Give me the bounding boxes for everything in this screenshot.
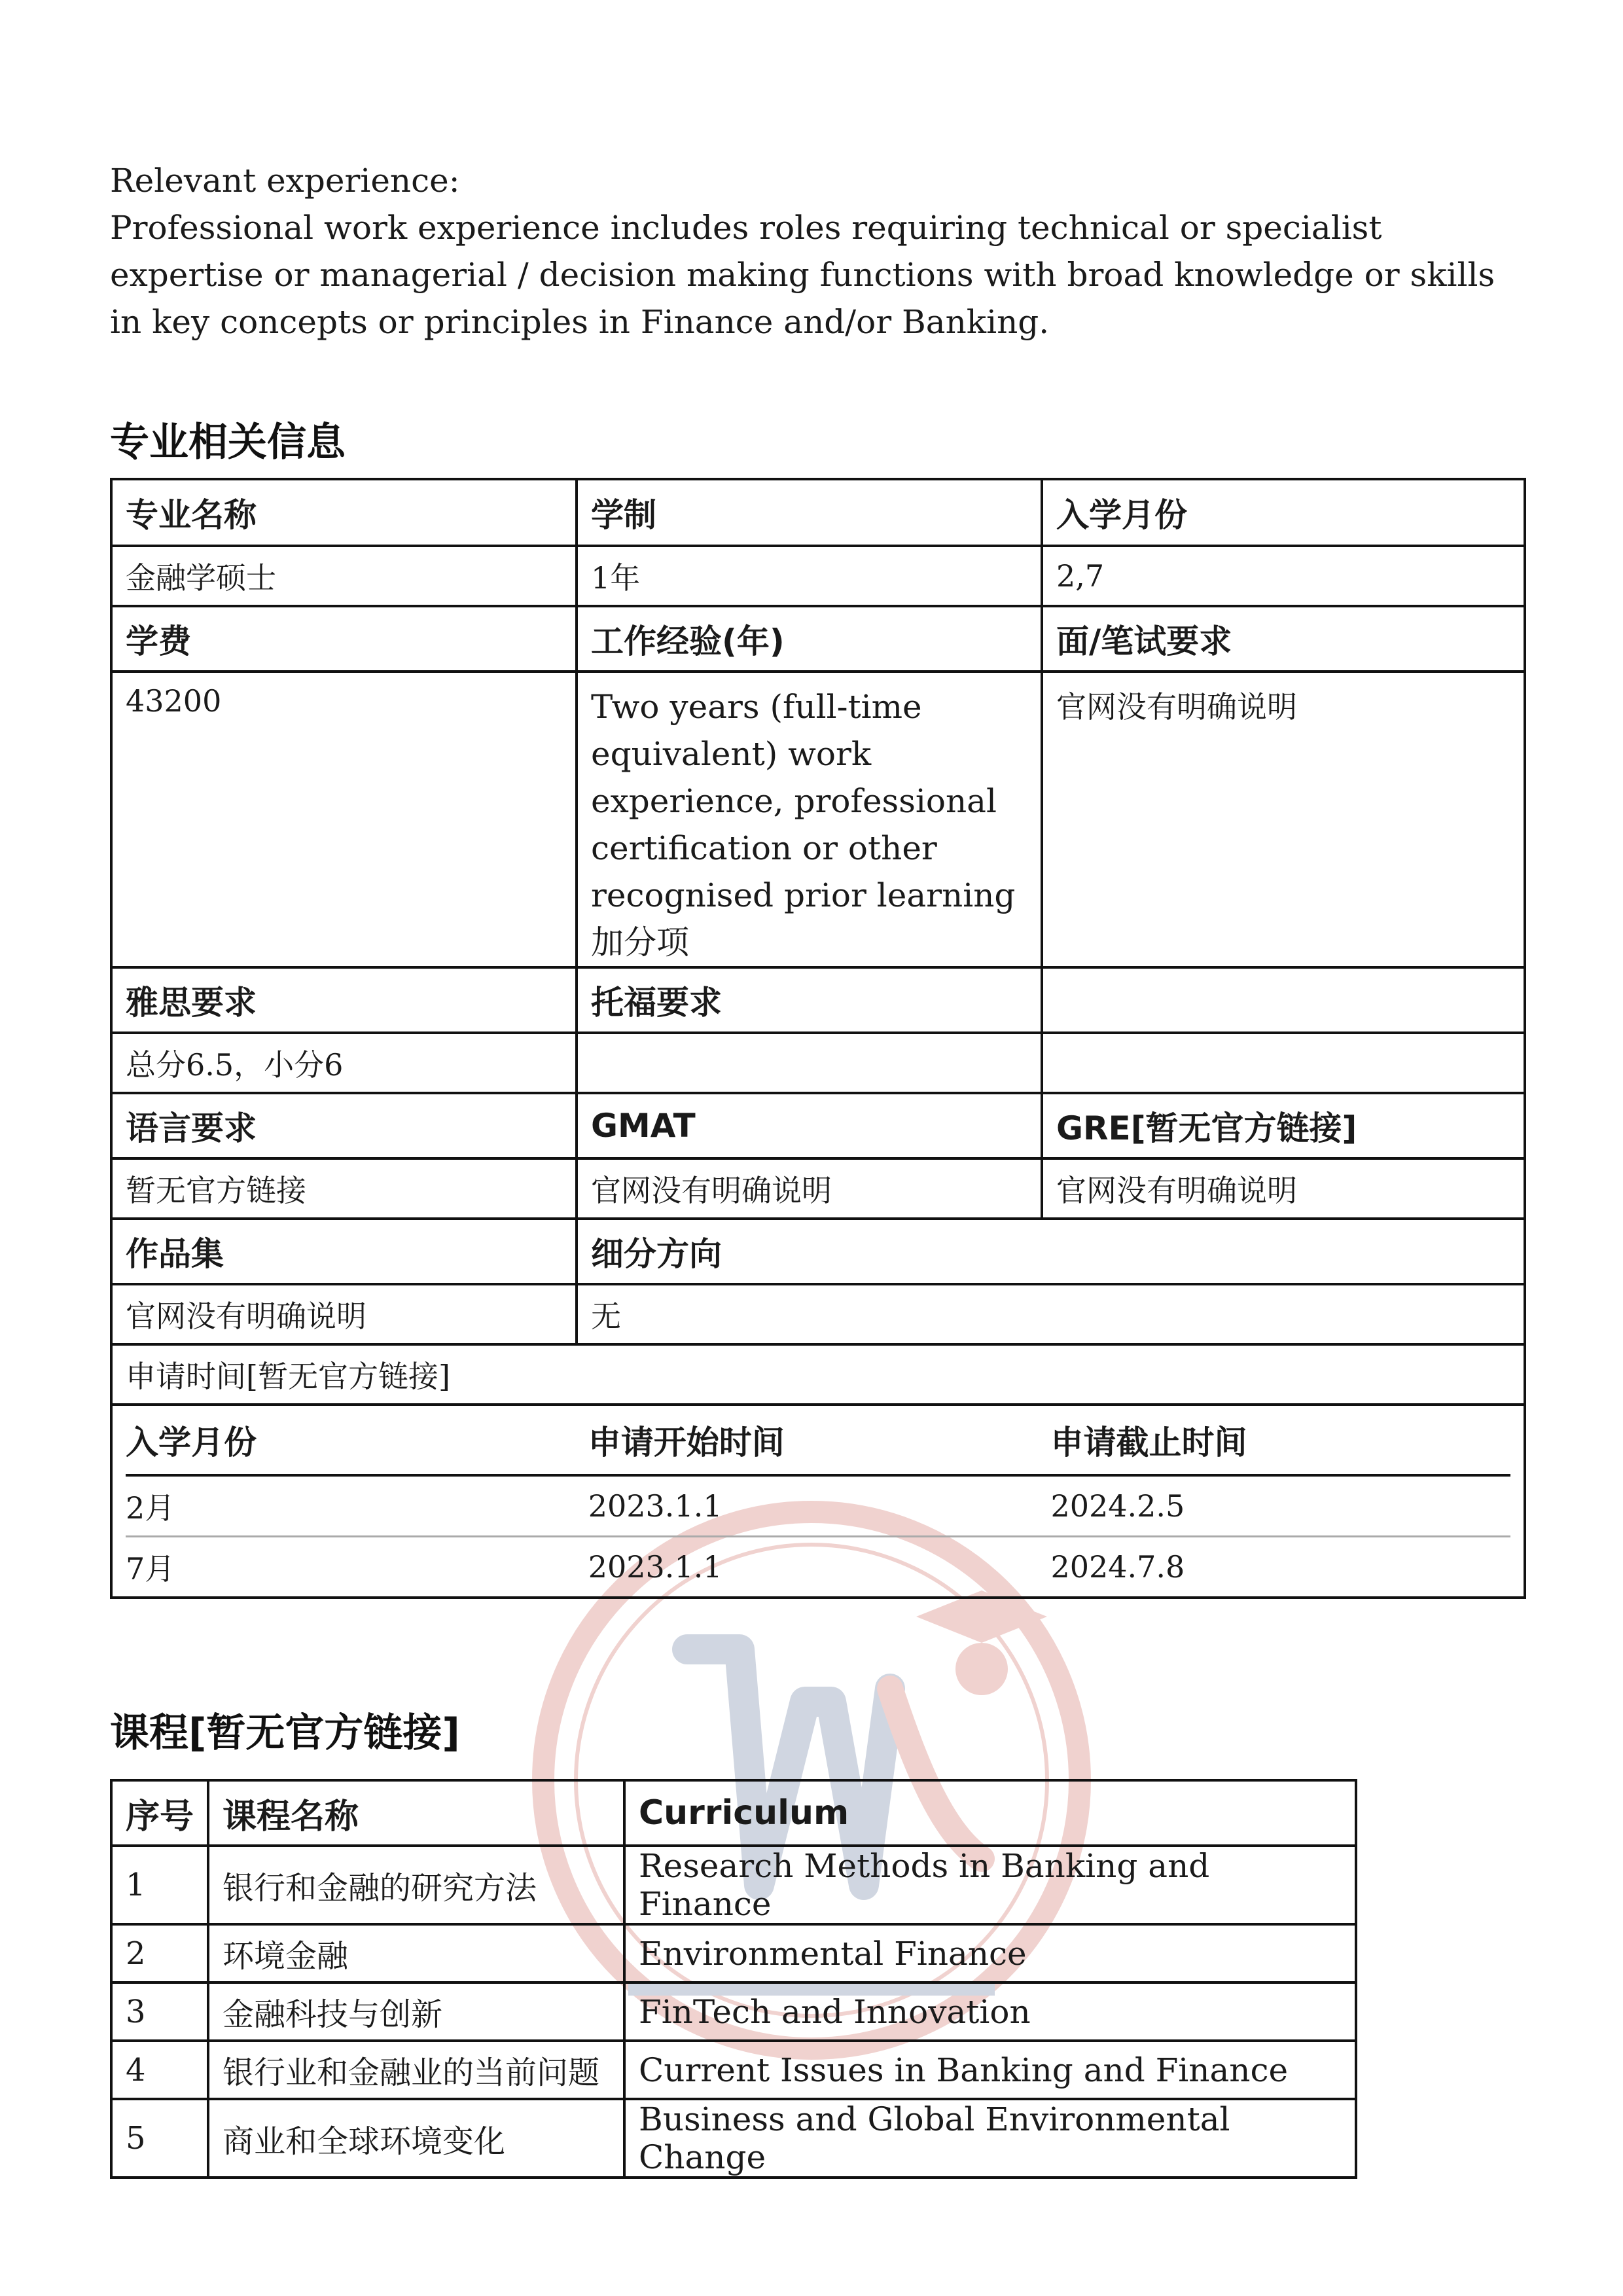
- schedule-deadline: 2024.2.5: [1050, 1475, 1510, 1537]
- courses-section-title: 课程[暂无官方链接]: [110, 1710, 460, 1756]
- course-name: 银行业和金融业的当前问题: [208, 2041, 624, 2099]
- course-header-name: 课程名称: [208, 1780, 624, 1846]
- label-gmat: GMAT: [577, 1093, 1042, 1158]
- value-gmat: 官网没有明确说明: [577, 1158, 1042, 1219]
- application-schedule: [126, 1406, 1510, 1596]
- intro-body: Professional work experience includes roles requiring technical or specialist expertise or managerial / decision making functions with broad knowledge or skills in key concepts or principles in Finance and/or Banking.: [110, 209, 1495, 341]
- label-work-experience: 工作经验(年): [577, 606, 1042, 672]
- course-no: 4: [111, 2041, 208, 2099]
- intro-block: [110, 157, 1537, 346]
- value-intake: 2,7: [1042, 546, 1525, 606]
- table-row: [111, 2041, 1356, 2099]
- value-portfolio: 官网没有明确说明: [111, 1284, 577, 1344]
- label-gre: GRE[暂无官方链接]: [1042, 1093, 1525, 1158]
- course-name: 环境金融: [208, 1924, 624, 1982]
- course-curriculum: FinTech and Innovation: [624, 1982, 1356, 2041]
- course-no: 3: [111, 1982, 208, 2041]
- value-gre: 官网没有明确说明: [1042, 1158, 1525, 1219]
- value-toefl: [577, 1033, 1042, 1093]
- empty-cell: [1042, 967, 1525, 1033]
- courses-table: [110, 1779, 1357, 2179]
- course-header-no: 序号: [111, 1780, 208, 1846]
- label-application-time: 申请时间[暂无官方链接]: [111, 1344, 1525, 1405]
- table-row: [111, 1982, 1356, 2041]
- course-curriculum: Environmental Finance: [624, 1924, 1356, 1982]
- schedule-header-deadline: 申请截止时间: [1050, 1406, 1510, 1475]
- schedule-deadline: 2024.7.8: [1050, 1549, 1185, 1585]
- table-row: [111, 2099, 1356, 2178]
- table-row: [126, 1537, 1510, 1597]
- label-intake: 入学月份: [1042, 479, 1525, 546]
- course-name: 银行和金融的研究方法: [208, 1846, 624, 1924]
- label-program-name: 专业名称: [111, 479, 577, 546]
- label-interview: 面/笔试要求: [1042, 606, 1525, 672]
- label-specialization: 细分方向: [577, 1219, 1525, 1284]
- value-program-name: 金融学硕士: [111, 546, 577, 606]
- label-portfolio: 作品集: [111, 1219, 577, 1284]
- table-row: [111, 1924, 1356, 1982]
- intro-heading: Relevant experience:: [110, 162, 460, 200]
- label-tuition: 学费: [111, 606, 577, 672]
- schedule-intake: 2月: [126, 1475, 588, 1537]
- course-name: 金融科技与创新: [208, 1982, 624, 2041]
- value-duration: 1年: [577, 546, 1042, 606]
- schedule-start: 2023.1.1: [588, 1475, 1051, 1537]
- course-header-curriculum: Curriculum: [624, 1780, 1356, 1846]
- value-tuition: 43200: [111, 672, 577, 967]
- application-schedule-cell: [111, 1405, 1525, 1598]
- schedule-start: 2023.1.1: [588, 1549, 722, 1585]
- schedule-header-intake: 入学月份: [126, 1406, 588, 1475]
- value-interview: 官网没有明确说明: [1042, 672, 1525, 967]
- program-section-title: 专业相关信息: [110, 420, 346, 465]
- program-info-table: [110, 478, 1526, 1599]
- value-specialization: 无: [577, 1284, 1525, 1344]
- course-no: 5: [111, 2099, 208, 2178]
- value-language: 暂无官方链接: [111, 1158, 577, 1219]
- value-ielts: 总分6.5，小分6: [111, 1033, 577, 1093]
- course-curriculum: Business and Global Environmental Change: [624, 2099, 1356, 2178]
- label-ielts: 雅思要求: [111, 967, 577, 1033]
- empty-cell: [1042, 1033, 1525, 1093]
- course-curriculum: Research Methods in Banking and Finance: [624, 1846, 1356, 1924]
- label-language: 语言要求: [111, 1093, 577, 1158]
- schedule-header-start: 申请开始时间: [588, 1406, 1051, 1475]
- table-row: [111, 1846, 1356, 1924]
- course-no: 1: [111, 1846, 208, 1924]
- label-duration: 学制: [577, 479, 1042, 546]
- course-no: 2: [111, 1924, 208, 1982]
- course-name: 商业和全球环境变化: [208, 2099, 624, 2178]
- course-curriculum: Current Issues in Banking and Finance: [624, 2041, 1356, 2099]
- table-row: [126, 1475, 1510, 1537]
- value-work-experience: Two years (full-time equivalent) work experience, professional certification or other recognised prior learning加分项: [577, 672, 1042, 967]
- label-toefl: 托福要求: [577, 967, 1042, 1033]
- schedule-intake: 7月: [126, 1551, 175, 1587]
